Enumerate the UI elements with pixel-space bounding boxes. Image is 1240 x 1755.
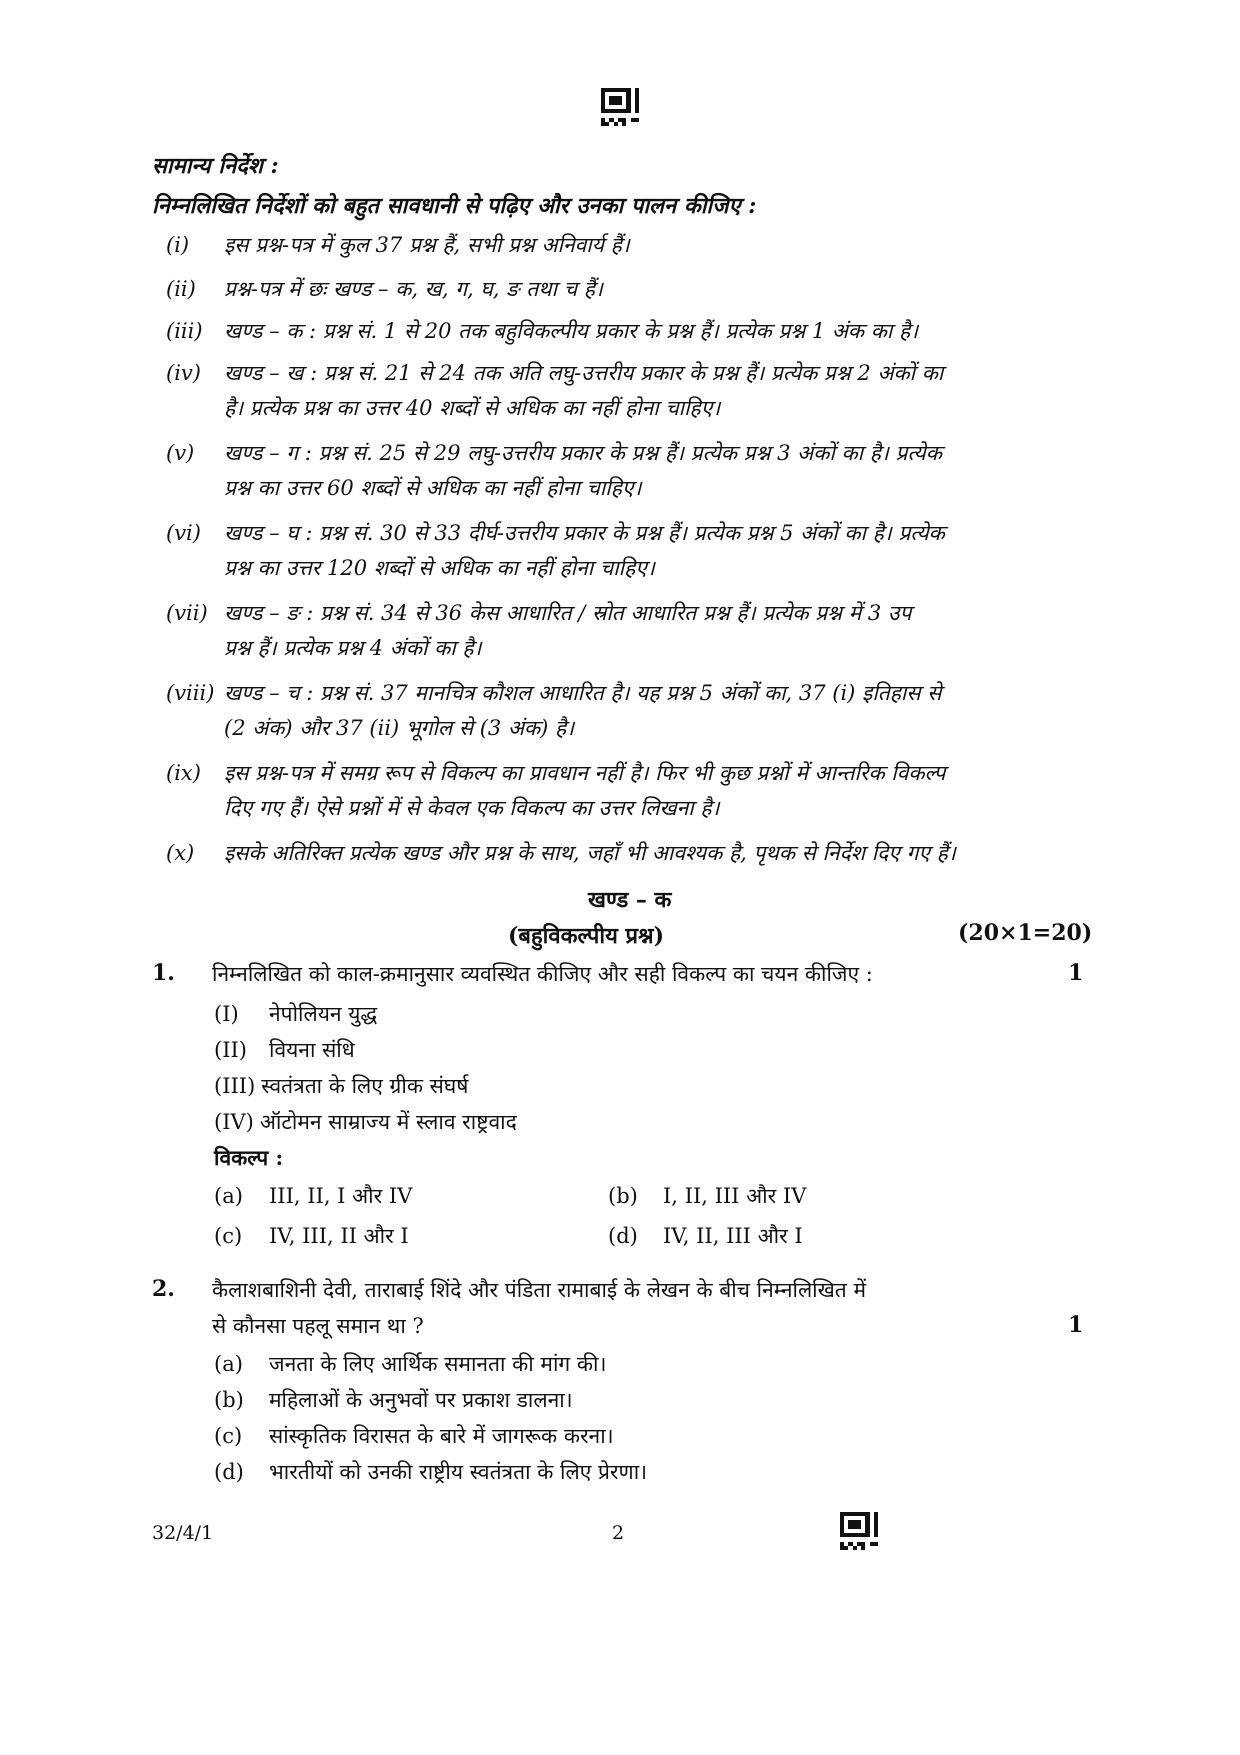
- instruction-text: खण्ड – ग : प्रश्न सं. 25 से 29 लघु-उत्तरीय प्रकार के प्रश्न हैं। प्रत्येक प्रश्न 3 अंकों का है। प्रत्येक: [224, 441, 942, 465]
- instruction-text: (2 अंक) और 37 (ii) भूगोल से (3 अंक) है।: [224, 716, 575, 740]
- option-text: भारतीयों को उनकी राष्ट्रीय स्वतंत्रता के लिए प्रेरणा।: [269, 1460, 648, 1484]
- option-label: (b): [608, 1184, 638, 1208]
- instruction-text: प्रश्न हैं। प्रत्येक प्रश्न 4 अंकों का है।: [224, 636, 482, 660]
- option-label: (d): [214, 1460, 244, 1484]
- instruction-text: खण्ड – घ : प्रश्न सं. 30 से 33 दीर्घ-उत्तरीय प्रकार के प्रश्न हैं। प्रत्येक प्रश्न 5 अंकों का है। प्रत्येक: [224, 521, 945, 545]
- question-marks: 1: [1068, 1312, 1084, 1338]
- instruction-item: [166, 756, 1096, 826]
- instruction-number: (iii): [166, 319, 203, 343]
- general-instructions-subtitle: निम्नलिखित निर्देशों को बहुत सावधानी से पढ़िए और उनका पालन कीजिए :: [152, 193, 757, 219]
- option-label: (c): [214, 1224, 243, 1248]
- question-marks: 1: [1068, 960, 1084, 986]
- instruction-text: इसके अतिरिक्त प्रत्येक खण्ड और प्रश्न के साथ, जहाँ भी आवश्यक है, पृथक से निर्देश दिए गए हैं।: [224, 841, 956, 865]
- question-text: कैलाशबाशिनी देवी, ताराबाई शिंदे और पंडिता रामाबाई के लेखन के बीच निम्नलिखित में: [212, 1278, 867, 1302]
- instruction-item: [166, 836, 1096, 871]
- instruction-number: (ii): [166, 277, 196, 301]
- instruction-text: दिए गए हैं। ऐसे प्रश्नों में से केवल एक विकल्प का उत्तर लिखना है।: [224, 796, 720, 820]
- instruction-item: [166, 676, 1096, 746]
- option-label: (a): [214, 1184, 243, 1208]
- item-label: (III): [214, 1074, 256, 1098]
- instruction-text: प्रश्न का उत्तर 60 शब्दों से अधिक का नहीं होना चाहिए।: [224, 476, 642, 500]
- instruction-number: (vii): [166, 601, 208, 625]
- option-label: (a): [214, 1352, 243, 1376]
- option-c[interactable]: [214, 1422, 614, 1450]
- question-text: से कौनसा पहलू समान था ?: [212, 1314, 424, 1338]
- qr-code-icon: [840, 1512, 878, 1550]
- item-text: ऑटोमन साम्राज्य में स्लाव राष्ट्रवाद: [259, 1110, 517, 1134]
- qr-code-icon: [601, 88, 639, 126]
- option-label: (b): [214, 1388, 244, 1412]
- option-text: IV, II, III और I: [663, 1224, 803, 1248]
- instruction-number: (x): [166, 841, 195, 865]
- option-b[interactable]: [608, 1182, 806, 1210]
- section-title: खण्ड – क: [588, 887, 672, 913]
- option-text: III, II, I और IV: [269, 1184, 413, 1208]
- instruction-text: है। प्रत्येक प्रश्न का उत्तर 40 शब्दों से अधिक का नहीं होना चाहिए।: [224, 396, 721, 420]
- item-text: नेपोलियन युद्ध: [269, 1002, 378, 1026]
- option-text: महिलाओं के अनुभवों पर प्रकाश डालना।: [269, 1388, 573, 1412]
- instruction-item: [166, 516, 1096, 586]
- item-text: वियना संधि: [269, 1038, 355, 1062]
- instruction-number: (ix): [166, 761, 201, 785]
- question-number: 2.: [152, 1276, 175, 1302]
- option-d[interactable]: [214, 1458, 647, 1486]
- instruction-number: (viii): [166, 681, 215, 705]
- paper-code: 32/4/1: [152, 1522, 214, 1544]
- instruction-item: [166, 436, 1096, 506]
- instruction-text: खण्ड – क : प्रश्न सं. 1 से 20 तक बहुविकल्पीय प्रकार के प्रश्न हैं। प्रत्येक प्रश्न 1 अंक का है।: [224, 319, 919, 343]
- instruction-item: [166, 228, 1096, 263]
- page-number: 2: [612, 1522, 625, 1544]
- instruction-text: खण्ड – ख : प्रश्न सं. 21 से 24 तक अति लघु-उत्तरीय प्रकार के प्रश्न हैं। प्रत्येक प्रश्न 2 अंकों का: [224, 361, 944, 385]
- general-instructions-title: सामान्य निर्देश :: [152, 153, 279, 179]
- instruction-text: खण्ड – च : प्रश्न सं. 37 मानचित्र कौशल आधारित है। यह प्रश्न 5 अंकों का, 37 (i) इतिहास से: [224, 681, 942, 705]
- option-text: I, II, III और IV: [663, 1184, 807, 1208]
- instruction-number: (iv): [166, 361, 201, 385]
- section-subtitle: (बहुविकल्पीय प्रश्न): [508, 923, 665, 949]
- list-item: [214, 1000, 377, 1028]
- question-text: निम्नलिखित को काल-क्रमानुसार व्यवस्थित कीजिए और सही विकल्प का चयन कीजिए :: [212, 962, 873, 986]
- instruction-item: [166, 314, 1096, 349]
- instruction-number: (i): [166, 233, 190, 257]
- option-b[interactable]: [214, 1386, 573, 1414]
- option-text: IV, III, II और I: [269, 1224, 409, 1248]
- item-label: (II): [214, 1038, 247, 1062]
- instruction-text: प्रश्न का उत्तर 120 शब्दों से अधिक का नहीं होना चाहिए।: [224, 556, 655, 580]
- option-a[interactable]: [214, 1350, 606, 1378]
- option-c[interactable]: [214, 1222, 409, 1250]
- list-item: [214, 1108, 517, 1136]
- instruction-text: इस प्रश्न-पत्र में समग्र रूप से विकल्प का प्रावधान नहीं है। फिर भी कुछ प्रश्नों में आन्तरिक विकल्प: [224, 761, 946, 785]
- instruction-item: [166, 272, 1096, 307]
- option-label: (c): [214, 1424, 243, 1448]
- option-label: (d): [608, 1224, 638, 1248]
- list-item: [214, 1036, 355, 1064]
- list-item: [214, 1072, 468, 1100]
- section-marks: (20×1=20): [958, 920, 1093, 946]
- options-label: विकल्प :: [214, 1145, 284, 1170]
- item-label: (I): [214, 1002, 239, 1026]
- option-a[interactable]: [214, 1182, 412, 1210]
- item-text: स्वतंत्रता के लिए ग्रीक संघर्ष: [261, 1074, 469, 1098]
- instruction-text: इस प्रश्न-पत्र में कुल 37 प्रश्न हैं, सभी प्रश्न अनिवार्य हैं।: [224, 233, 630, 257]
- option-text: जनता के लिए आर्थिक समानता की मांग की।: [269, 1352, 607, 1376]
- instruction-number: (v): [166, 441, 195, 465]
- option-d[interactable]: [608, 1222, 803, 1250]
- instruction-item: [166, 356, 1096, 426]
- instruction-text: खण्ड – ङ : प्रश्न सं. 34 से 36 केस आधारित / स्रोत आधारित प्रश्न हैं। प्रत्येक प्रश्न में 3 उप: [224, 601, 912, 625]
- instruction-text: प्रश्न-पत्र में छः खण्ड – क, ख, ग, घ, ङ तथा च हैं।: [224, 277, 603, 301]
- item-label: (IV): [214, 1110, 254, 1134]
- instruction-item: [166, 596, 1096, 666]
- option-text: सांस्कृतिक विरासत के बारे में जागरूक करना।: [269, 1424, 614, 1448]
- question-number: 1.: [152, 960, 175, 986]
- instruction-number: (vi): [166, 521, 201, 545]
